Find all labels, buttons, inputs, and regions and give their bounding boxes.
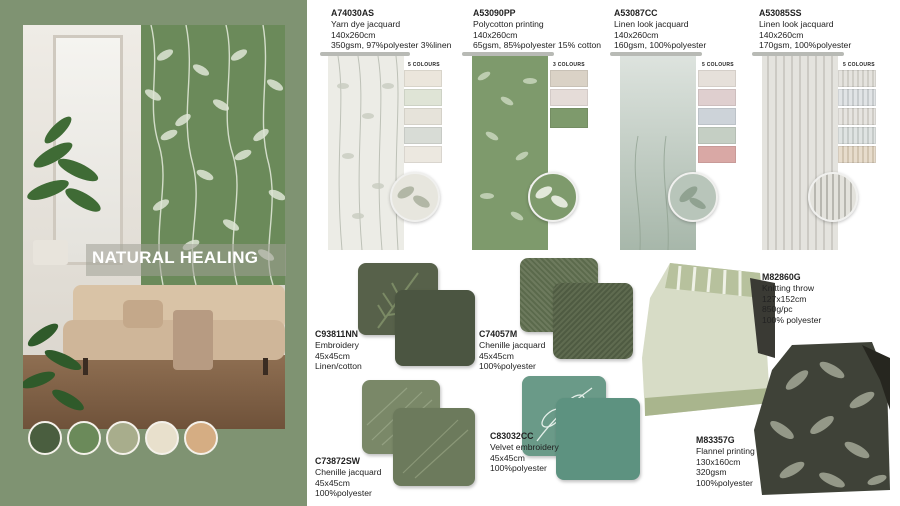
product-material: 100%polyester — [315, 488, 372, 499]
fabric-zoom-1 — [390, 172, 440, 222]
palette-swatch-3 — [106, 421, 140, 455]
sofa-image — [63, 280, 285, 375]
product-name: Embroidery — [315, 339, 359, 350]
cushion-image-4b — [556, 398, 640, 480]
fabric-swatches-1 — [404, 70, 442, 165]
product-size: 140x260cm — [614, 29, 659, 40]
fabric-swatches-4 — [838, 70, 876, 165]
product-spec: 65gsm, 85%polyester 15% cotton — [473, 40, 602, 51]
product-name: Flannel printing — [696, 445, 755, 456]
product-spec: 160gsm, 100%polyester — [614, 40, 707, 51]
curtain-spec-3 — [614, 8, 706, 51]
plant-bottom-image — [23, 315, 93, 429]
throw-spec-2 — [696, 435, 755, 489]
product-weight: 320gsm — [696, 467, 727, 478]
product-code: A53085SS — [759, 8, 802, 18]
fabric-zoom-4 — [808, 172, 858, 222]
product-name: Linen look jacquard — [759, 18, 834, 29]
colours-label: 5 COLOURS — [408, 62, 440, 68]
cushion-spec-3 — [315, 456, 381, 499]
product-size: 140x260cm — [759, 29, 804, 40]
palette-swatch-5 — [184, 421, 218, 455]
product-size: 130x160cm — [696, 456, 741, 467]
colours-label: 3 COLOURS — [553, 62, 585, 68]
product-code: A53087CC — [614, 8, 658, 18]
product-material: 100% polyester — [762, 315, 822, 326]
curtain-image-1 — [328, 56, 404, 250]
product-material: Linen/cotton — [315, 361, 362, 372]
product-size: 140x260cm — [473, 29, 518, 40]
fabric-zoom-3 — [668, 172, 718, 222]
hero-room-photo — [23, 25, 285, 429]
product-name: Knitting throw — [762, 282, 815, 293]
product-size: 45x45cm — [490, 452, 525, 463]
product-name: Chenille jacquard — [479, 339, 546, 350]
cushion-spec-4 — [490, 431, 559, 474]
product-code: A74030AS — [331, 8, 375, 18]
curtain-image-2 — [472, 56, 548, 250]
plant-image — [23, 115, 113, 265]
product-code: C83032CC — [490, 431, 534, 441]
product-name: Velvet embroidery — [490, 441, 559, 452]
palette-swatch-4 — [145, 421, 179, 455]
product-material: 100%polyester — [490, 463, 547, 474]
product-size: 127x152cm — [762, 293, 807, 304]
product-code: C74057M — [479, 329, 518, 339]
product-size: 140x260cm — [331, 29, 376, 40]
product-name: Chenille jacquard — [315, 466, 382, 477]
throw-image-2 — [752, 340, 892, 500]
product-code: M83357G — [696, 435, 735, 445]
cushion-image-1b — [395, 290, 475, 366]
palette-swatch-2 — [67, 421, 101, 455]
product-size: 45x45cm — [479, 350, 514, 361]
colours-label: 5 COLOURS — [843, 62, 875, 68]
fabric-swatches-3 — [698, 70, 736, 165]
product-spec: 170gsm, 100%polyester — [759, 40, 852, 51]
curtain-spec-2 — [473, 8, 601, 51]
cushion-spec-2 — [479, 329, 545, 372]
product-code: C93811NN — [315, 329, 359, 339]
product-size: 45x45cm — [315, 350, 350, 361]
fabric-swatches-2 — [550, 70, 588, 130]
fabric-zoom-2 — [528, 172, 578, 222]
cushion-spec-1 — [315, 329, 362, 372]
collection-title: NATURAL HEALING — [92, 248, 259, 267]
product-material: 100%polyester — [479, 361, 536, 372]
colours-label: 5 COLOURS — [702, 62, 734, 68]
product-size: 45x45cm — [315, 477, 350, 488]
palette-swatch-1 — [28, 421, 62, 455]
curtain-image-3 — [620, 56, 696, 250]
throw-spec-1 — [762, 272, 821, 326]
curtain-spec-4 — [759, 8, 851, 51]
product-code: C73872SW — [315, 456, 360, 466]
product-weight: 850g/pc — [762, 304, 793, 315]
curtain-spec-1 — [331, 8, 451, 51]
product-code: A53090PP — [473, 8, 516, 18]
cushion-image-3b — [393, 408, 475, 486]
product-name: Yarn dye jacquard — [331, 18, 401, 29]
product-code: M82860G — [762, 272, 801, 282]
product-material: 100%polyester — [696, 478, 753, 489]
cushion-image-2b — [553, 283, 633, 359]
product-spec: 350gsm, 97%polyester 3%linen — [331, 40, 452, 51]
product-name: Polycotton printing — [473, 18, 544, 29]
product-name: Linen look jacquard — [614, 18, 689, 29]
